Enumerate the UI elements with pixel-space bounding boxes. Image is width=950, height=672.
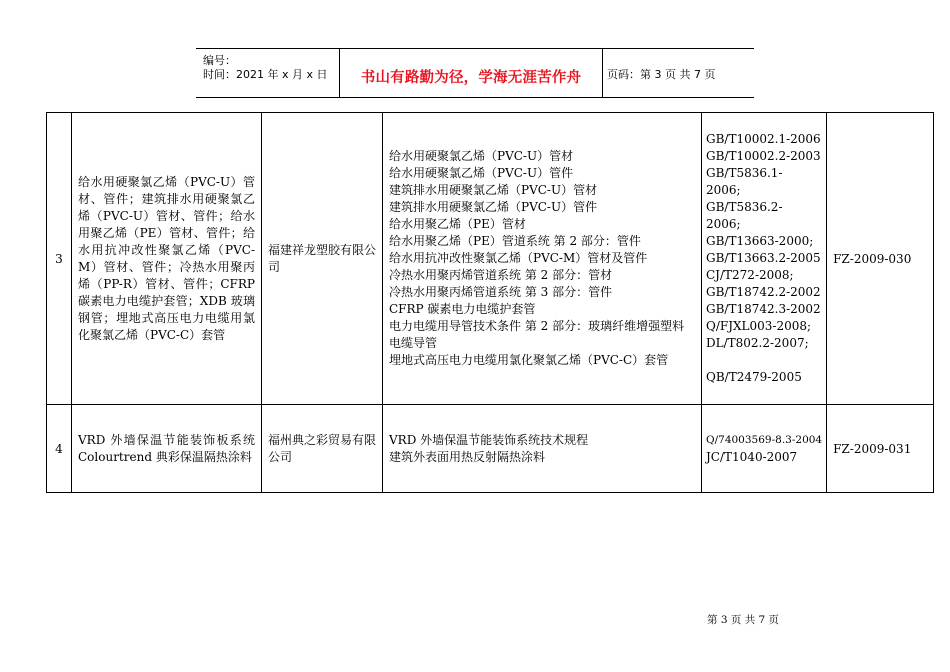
header-motto: 书山有路勤为径，学海无涯苦作舟 bbox=[360, 70, 582, 86]
product-cell: 给水用硬聚氯乙烯（PVC-U）管材、管件；建筑排水用硬聚氯乙烯（PVC-U）管材、管件；给水用聚乙烯（PE）管材、管件；给水用抗冲改性聚氯乙烯（PVC-M）管材、管件；冷热水用聚丙烯（PP-R）管材、管件；CFRP 碳素电力电缆护套管；XDB 玻璃钢管；埋地式高压电力电缆用氯化聚氯乙烯（PVC-C）套管 bbox=[72, 113, 262, 405]
header-page-cell bbox=[603, 49, 753, 97]
table-row bbox=[47, 405, 934, 493]
standard-code: CJ/T272-2008; bbox=[706, 268, 794, 282]
standard-item: 给水用硬聚氯乙烯（PVC-U）管件 bbox=[389, 166, 574, 180]
header-number: 编号： bbox=[203, 54, 236, 67]
standard-item: 建筑排水用硬聚氯乙烯（PVC-U）管材 bbox=[389, 183, 598, 197]
standard-code: JC/T1040-2007 bbox=[706, 449, 798, 464]
standard-codes-cell bbox=[702, 113, 827, 405]
fz-code-cell: FZ-2009-030 bbox=[827, 113, 934, 405]
standard-code: GB/T13663.2-2005 bbox=[706, 251, 821, 265]
product-cell: VRD 外墙保温节能装饰板系统 Colourtrend 典彩保温隔热涂料 bbox=[72, 405, 262, 493]
standard-item: 给水用硬聚氯乙烯（PVC-U）管材 bbox=[389, 149, 574, 163]
company-cell: 福建祥龙塑胶有限公司 bbox=[262, 113, 383, 405]
standard-code: QB/T2479-2005 bbox=[706, 370, 802, 384]
standard-code: 2006; bbox=[706, 183, 741, 197]
standard-item: 给水用聚乙烯（PE）管材 bbox=[389, 217, 526, 231]
standard-item: 埋地式高压电力电缆用氯化聚氯乙烯（PVC-C）套管 bbox=[389, 353, 669, 367]
standard-code: Q/74003569-8.3-2004 bbox=[706, 433, 823, 446]
standards-cell bbox=[383, 113, 702, 405]
standard-code: 2006; bbox=[706, 217, 741, 231]
header-meta bbox=[196, 49, 340, 97]
row-index: 3 bbox=[47, 113, 72, 405]
standard-item: 冷热水用聚丙烯管道系统 第 3 部分：管件 bbox=[389, 285, 613, 299]
header-motto-cell bbox=[340, 49, 603, 97]
standard-code: GB/T13663-2000; bbox=[706, 234, 814, 248]
page-footer: 第 3 页 共 7 页 bbox=[707, 614, 780, 626]
standard-item: 给水用抗冲改性聚氯乙烯（PVC-M）管材及管件 bbox=[389, 251, 648, 265]
standard-code: Q/FJXL003-2008; bbox=[706, 319, 812, 333]
fz-code-cell: FZ-2009-031 bbox=[827, 405, 934, 493]
standards-cell bbox=[383, 405, 702, 493]
company-cell: 福州典之彩贸易有限公司 bbox=[262, 405, 383, 493]
standard-code: GB/T5836.1- bbox=[706, 166, 783, 180]
standard-item: 建筑排水用硬聚氯乙烯（PVC-U）管件 bbox=[389, 200, 598, 214]
standard-code: GB/T10002.1-2006 bbox=[706, 132, 821, 146]
standard-item: 冷热水用聚丙烯管道系统 第 2 部分：管材 bbox=[389, 268, 613, 282]
row-index: 4 bbox=[47, 405, 72, 493]
certification-table bbox=[46, 112, 934, 493]
blank-line bbox=[706, 352, 822, 369]
standard-item: CFRP 碳素电力电缆护套管 bbox=[389, 302, 536, 316]
standard-code: GB/T18742.2-2002 bbox=[706, 285, 821, 299]
header-page-number: 页码：第 3 页 共 7 页 bbox=[607, 68, 716, 81]
standard-code: GB/T10002.2-2003 bbox=[706, 149, 821, 163]
standard-code: GB/T18742.3-2002 bbox=[706, 302, 821, 316]
standard-code: GB/T5836.2- bbox=[706, 200, 783, 214]
header-time: 时间：2021 年 x 月 x 日 bbox=[203, 68, 328, 81]
standard-codes-cell bbox=[702, 405, 827, 493]
table-row bbox=[47, 113, 934, 405]
standard-item: VRD 外墙保温节能装饰系统技术规程 bbox=[389, 432, 589, 447]
standard-item: 给水用聚乙烯（PE）管道系统 第 2 部分：管件 bbox=[389, 234, 641, 248]
standard-item: 电力电缆用导管技术条件 第 2 部分：玻璃纤维增强塑料电缆导管 bbox=[389, 319, 685, 350]
standard-code: DL/T802.2-2007; bbox=[706, 336, 809, 350]
standard-item: 建筑外表面用热反射隔热涂料 bbox=[389, 449, 546, 464]
page-header bbox=[196, 48, 754, 98]
